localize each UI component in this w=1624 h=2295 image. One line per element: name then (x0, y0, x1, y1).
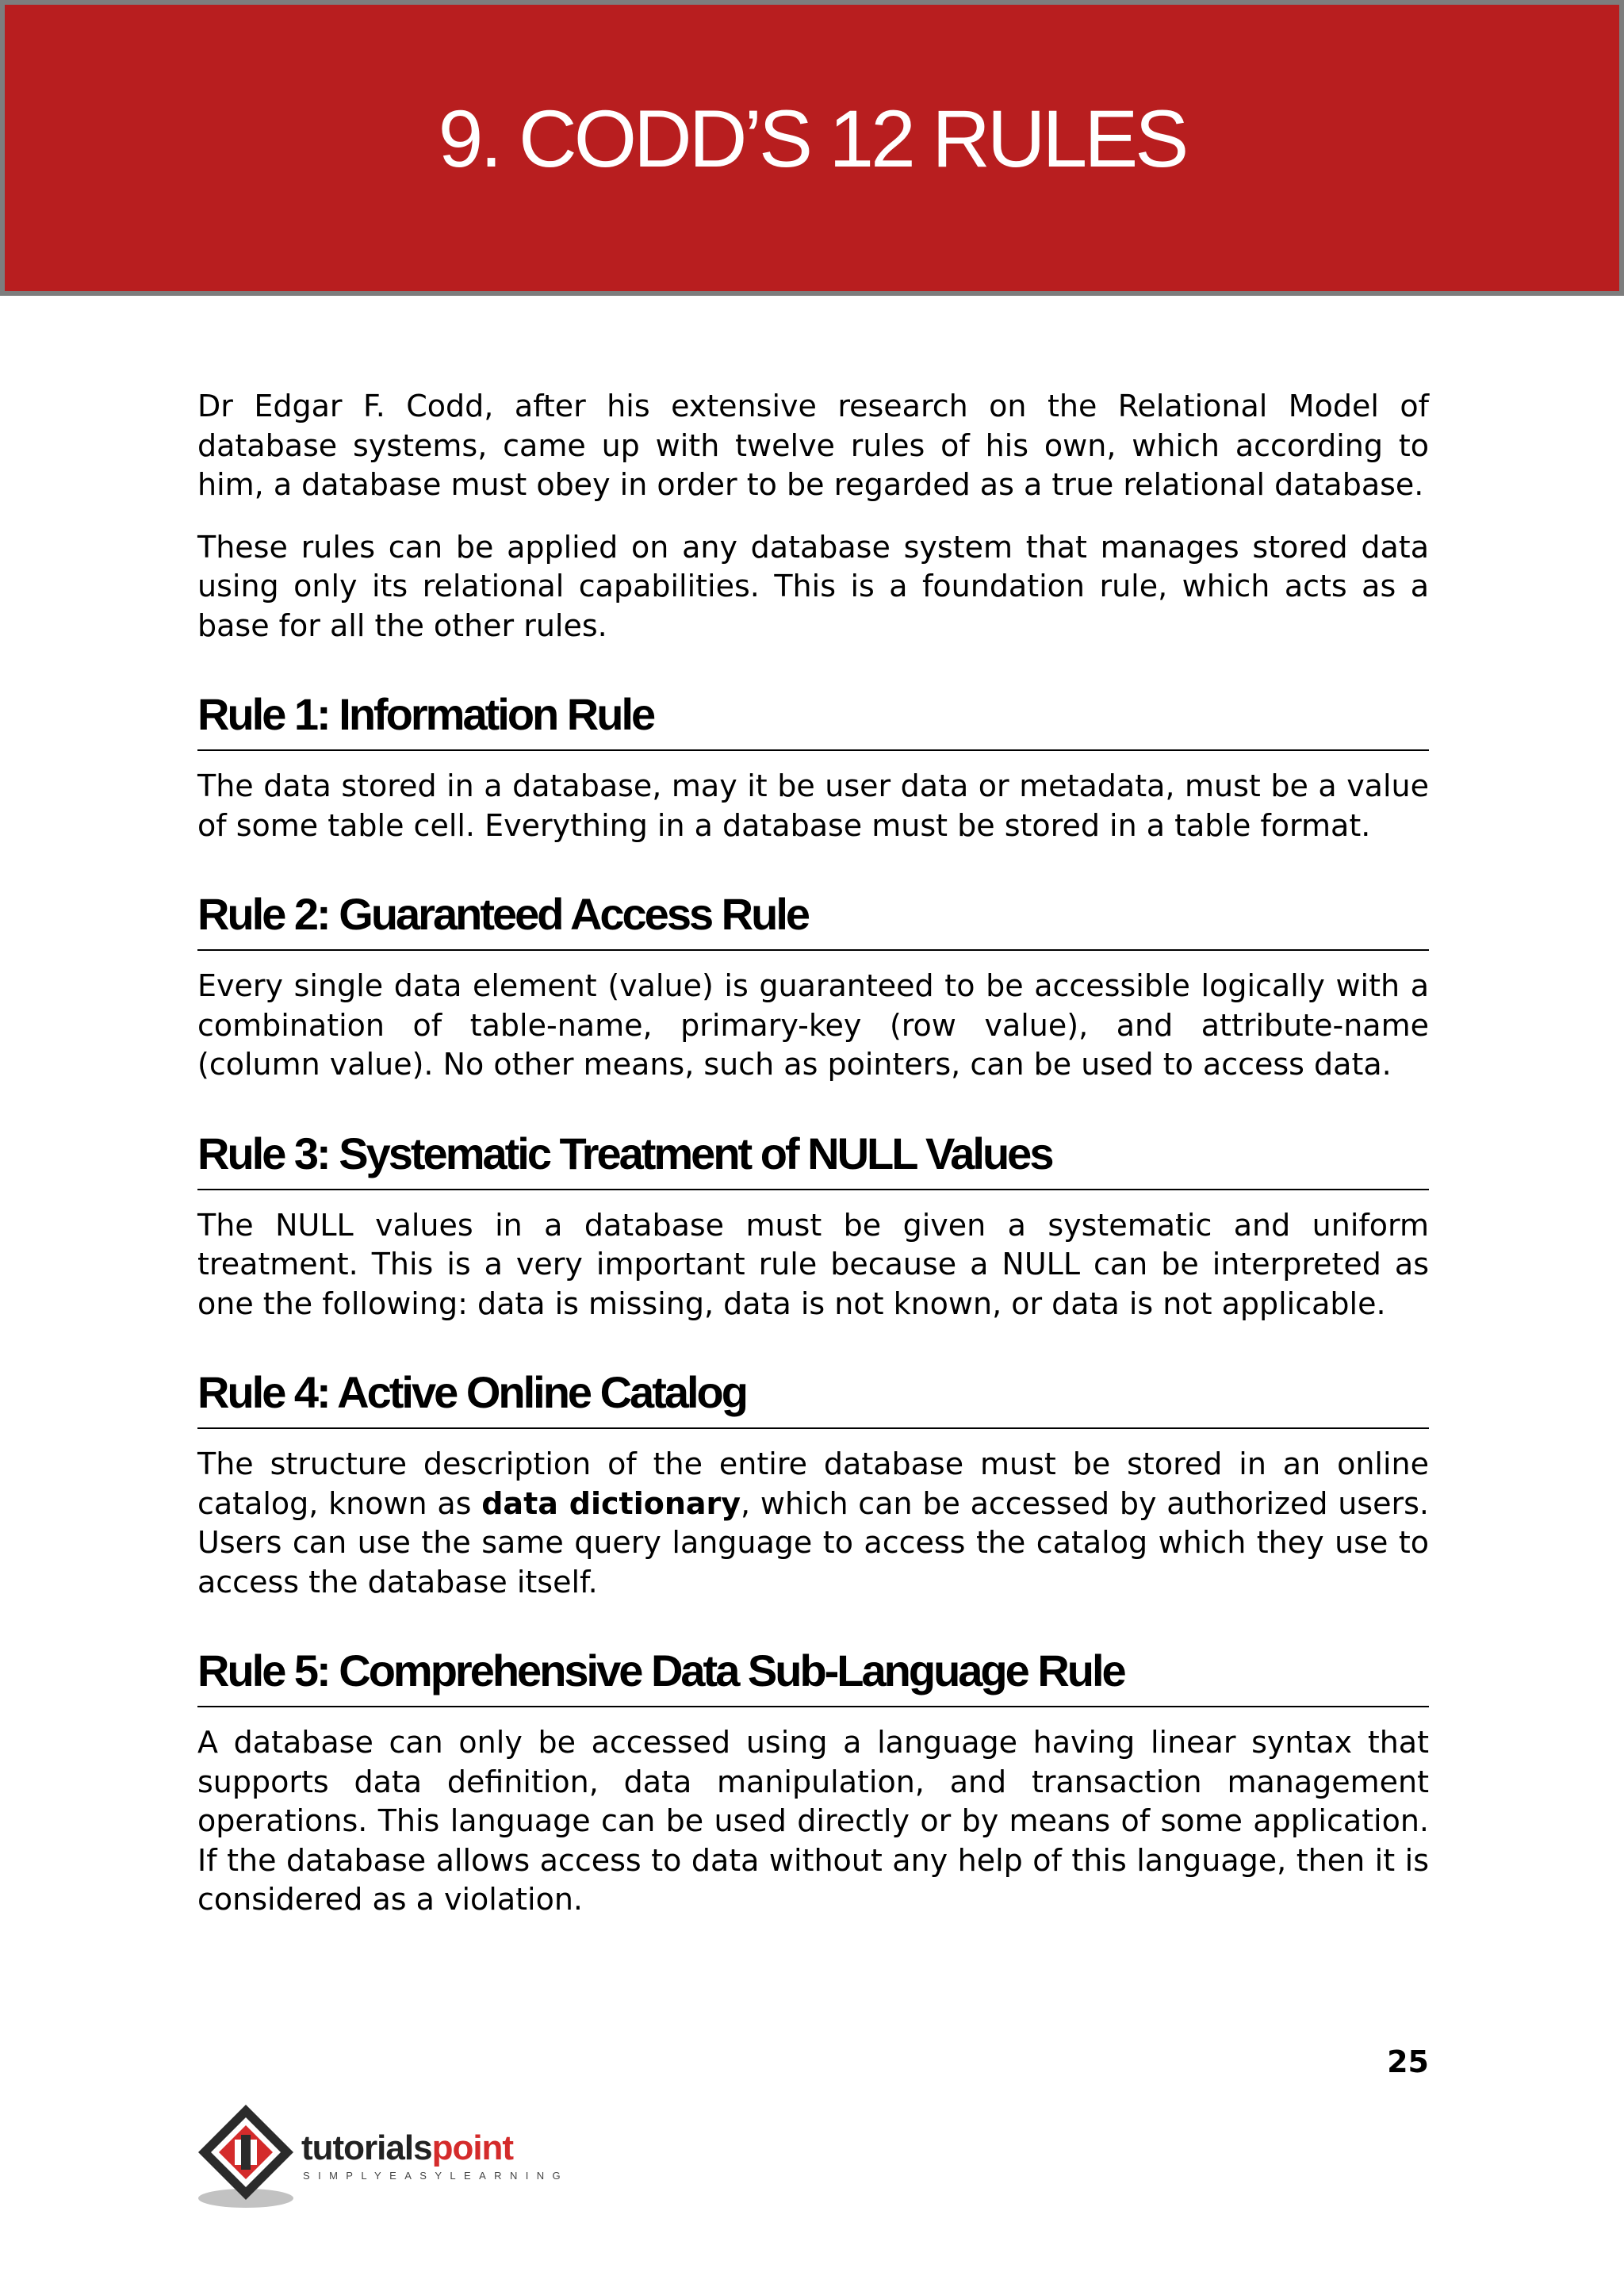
data-dictionary-term: data dictionary (481, 1485, 741, 1521)
logo-word-point: point (431, 2128, 514, 2167)
tutorialspoint-logo (195, 2102, 568, 2213)
rule-1-section (197, 689, 1429, 845)
logo-tagline: SIMPLYEASYLEARNING (303, 2170, 569, 2182)
chapter-title: 9. CODD’S 12 RULES (438, 94, 1186, 184)
rule-2-section (197, 889, 1429, 1085)
rule-3-text: The NULL values in a database must be given a systematic and uniform treatment. This is a very important rule because a NULL can be interpreted as one the following: data is missing, data is not known, or data is not applicable. (197, 1207, 1429, 1321)
intro-paragraph-1: Dr Edgar F. Codd, after his extensive research on the Relational Model of database systems, came up with twelve rules of his own, which according to him, a database must obey in order to be regarded as a true relational database. (197, 389, 1429, 502)
logo-word-tutorials: tutorials (301, 2128, 432, 2167)
page-number: 25 (1387, 2044, 1429, 2079)
rule-5-text: A database can only be accessed using a language having linear syntax that supports data definition, data manipulation, and transaction management operations. This language can be used directly or by means of some application. If the database allows access to data without any help of this language, then it is considered as a violation. (197, 1725, 1429, 1917)
rule-1-heading: Rule 1: Information Rule (197, 689, 1429, 751)
rule-4-text (197, 1445, 1429, 1602)
rule-2-text: Every single data element (value) is guaranteed to be accessible logically with a combination of table-name, primary-key (row value), and attribute-name (column value). No other means, such as pointers, can be used to access data. (197, 968, 1429, 1082)
rule-3-heading: Rule 3: Systematic Treatment of NULL Values (197, 1128, 1429, 1190)
chapter-banner (0, 0, 1624, 296)
rule-5-section (197, 1646, 1429, 1920)
page-content (197, 387, 1429, 1920)
rule-4-text-after: , which can be accessed by authorized users. Users can use the same query language to access the catalog which they use to access the database itself. (197, 1485, 1429, 1600)
rule-5-heading: Rule 5: Comprehensive Data Sub-Language Rule (197, 1646, 1429, 1707)
logo-wordmark (301, 2128, 513, 2168)
rule-4-heading: Rule 4: Active Online Catalog (197, 1367, 1429, 1429)
rule-2-heading: Rule 2: Guaranteed Access Rule (197, 889, 1429, 951)
rule-4-section (197, 1367, 1429, 1602)
intro-paragraph-2: These rules can be applied on any database system that manages stored data using only its relational capabilities. This is a foundation rule, which acts as a base for all the other rules. (197, 529, 1429, 643)
rule-4-text-before: The structure description of the entire database must be stored in an online catalog, known as (197, 1446, 1429, 1521)
tutorialspoint-logo-icon (195, 2102, 298, 2213)
rule-1-text: The data stored in a database, may it be user data or metadata, must be a value of some table cell. Everything in a database must be stored in a table format. (197, 768, 1429, 843)
rule-3-section (197, 1128, 1429, 1324)
